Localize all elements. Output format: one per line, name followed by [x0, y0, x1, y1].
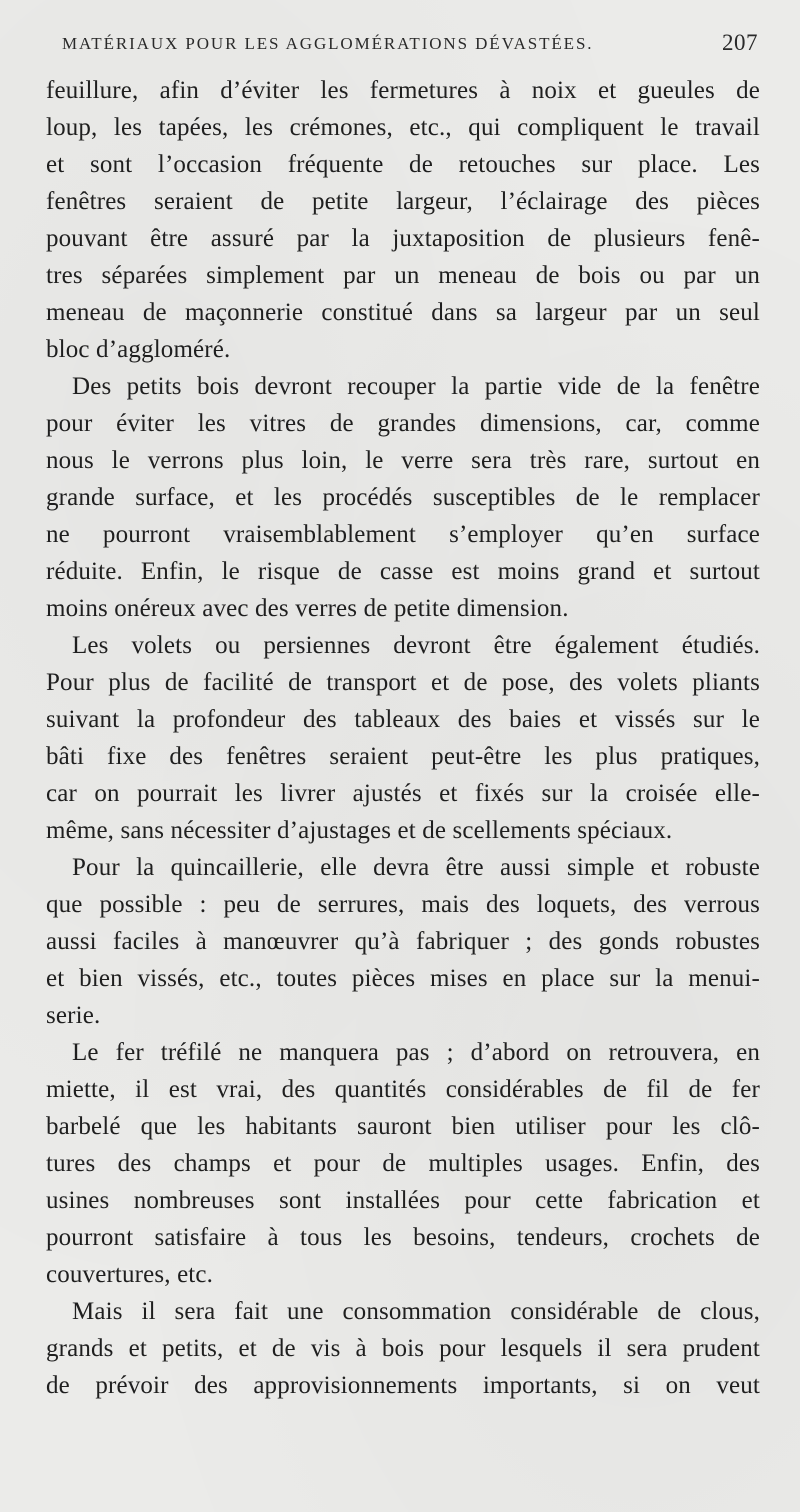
- text-line: Mais il sera fait une consommation considérable de clous,: [72, 1298, 760, 1325]
- text-line: pourront satisfaire à tous les besoins, tendeurs, crochets de: [46, 1224, 760, 1251]
- text-line: Pour plus de facilité de transport et de pose, des volets pliants: [46, 669, 760, 696]
- text-line: que possible : peu de serrures, mais des loquets, des verrous: [46, 891, 760, 918]
- text-line: réduite. Enfin, le risque de casse est moins grand et surtout: [46, 558, 760, 585]
- text-line: miette, il est vrai, des quantités considérables de fil de fer: [46, 1076, 760, 1103]
- body-text: [46, 72, 760, 1492]
- text-line: de prévoir des approvisionnements importants, si on veut: [46, 1372, 760, 1399]
- text-line: car on pourrait les livrer ajustés et fixés sur la croisée elle-: [46, 780, 760, 807]
- text-line: même, sans nécessiter d’ajustages et de scellements spéciaux.: [46, 817, 673, 844]
- text-line: couvertures, etc.: [46, 1261, 214, 1288]
- page-number: 207: [722, 30, 758, 55]
- text-line: loup, les tapées, les crémones, etc., qui compliquent le travail: [46, 114, 760, 141]
- text-line: moins onéreux avec des verres de petite dimension.: [46, 595, 569, 622]
- text-line: pouvant être assuré par la juxtaposition de plusieurs fenê-: [46, 225, 760, 252]
- text-line: Pour la quincaillerie, elle devra être aussi simple et robuste: [72, 854, 760, 881]
- text-line: bloc d’aggloméré.: [46, 336, 231, 363]
- text-line: meneau de maçonnerie constitué dans sa largeur par un seul: [46, 299, 760, 326]
- text-line: et bien vissés, etc., toutes pièces mises en place sur la menui-: [46, 965, 760, 992]
- text-line: serie.: [46, 1002, 101, 1029]
- running-title: MATÉRIAUX POUR LES AGGLOMÉRATIONS DÉVASTÉES.: [62, 34, 594, 53]
- running-head: [62, 30, 762, 62]
- text-line: et sont l’occasion fréquente de retouches sur place. Les: [46, 151, 760, 178]
- text-line: tures des champs et pour de multiples usages. Enfin, des: [46, 1150, 760, 1177]
- text-line: ne pourront vraisemblablement s’employer qu’en surface: [46, 521, 760, 548]
- text-line: usines nombreuses sont installées pour cette fabrication et: [46, 1187, 760, 1214]
- text-line: fenêtres seraient de petite largeur, l’éclairage des pièces: [46, 188, 760, 215]
- text-line: aussi faciles à manœuvrer qu’à fabriquer ; des gonds robustes: [46, 928, 760, 955]
- text-line: pour éviter les vitres de grandes dimensions, car, comme: [46, 410, 760, 437]
- text-line: barbelé que les habitants sauront bien utiliser pour les clô-: [46, 1113, 760, 1140]
- text-line: tres séparées simplement par un meneau de bois ou par un: [46, 262, 760, 289]
- text-line: Les volets ou persiennes devront être également étudiés.: [72, 632, 760, 659]
- text-line: Le fer tréfilé ne manquera pas ; d’abord on retrouvera, en: [72, 1039, 760, 1066]
- text-line: bâti fixe des fenêtres seraient peut-être les plus pratiques,: [46, 743, 760, 770]
- text-line: suivant la profondeur des tableaux des baies et vissés sur le: [46, 706, 760, 733]
- text-line: grands et petits, et de vis à bois pour lesquels il sera prudent: [46, 1335, 760, 1362]
- text-line: Des petits bois devront recouper la partie vide de la fenêtre: [72, 373, 760, 400]
- text-line: nous le verrons plus loin, le verre sera très rare, surtout en: [46, 447, 760, 474]
- text-line: feuillure, afin d’éviter les fermetures à noix et gueules de: [46, 77, 760, 104]
- text-line: grande surface, et les procédés susceptibles de le remplacer: [46, 484, 760, 511]
